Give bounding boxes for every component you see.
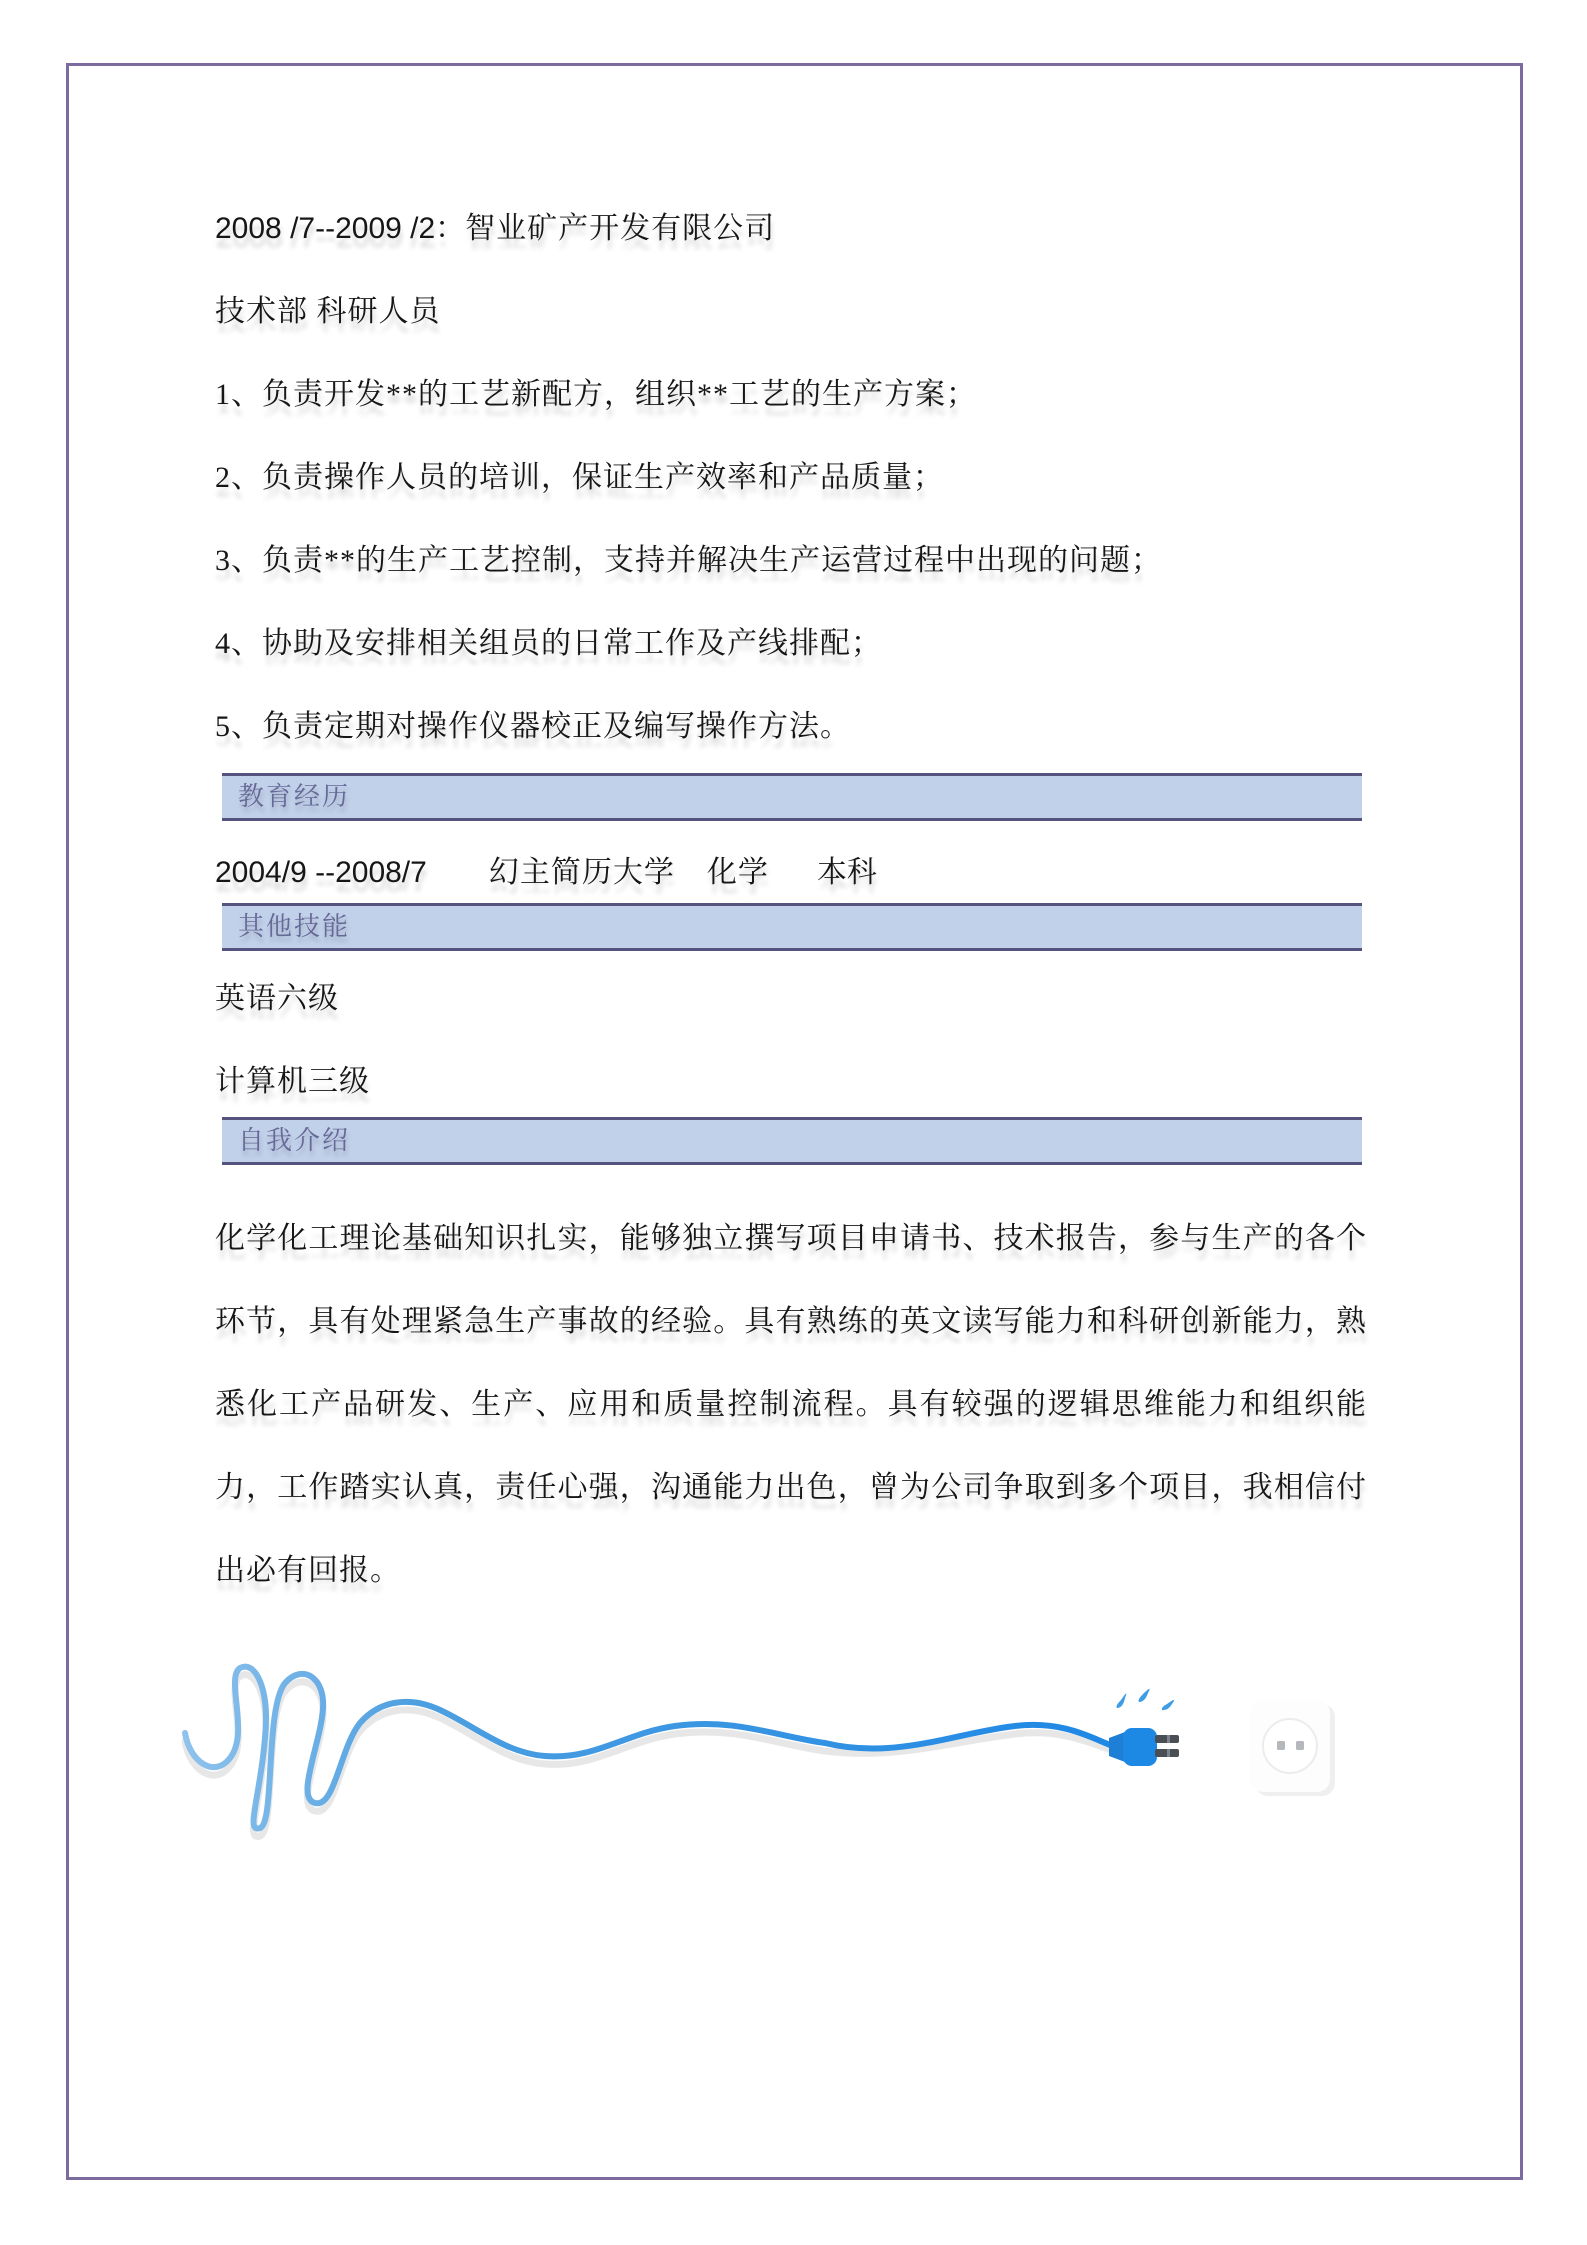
plug-icon <box>1109 1728 1179 1766</box>
section-header-self-introduction: 自我介绍 <box>222 1117 1362 1165</box>
section-header-education: 教育经历 <box>222 773 1362 821</box>
work-period: 2008 /7--2009 /2： <box>215 212 466 245</box>
department-title: 技术部 科研人员 <box>215 295 441 328</box>
socket-icon <box>1250 1700 1335 1796</box>
duty-item-4: 4、协助及安排相关组员的日常工作及产线排配； <box>215 627 882 660</box>
resume-content <box>215 213 1367 1863</box>
skill-item-computer: 计算机三级 <box>215 1065 370 1098</box>
work-period-company <box>215 213 1367 244</box>
education-school: 幻主简历大学 <box>488 856 675 889</box>
duty-item-1: 1、负责开发**的工艺新配方，组织**工艺的生产方案； <box>215 378 977 411</box>
education-degree: 本科 <box>816 856 877 889</box>
duty-item-2: 2、负责操作人员的培训，保证生产效率和产品质量； <box>215 461 944 494</box>
self-introduction-paragraph: 化学化工理论基础知识扎实，能够独立撰写项目申请书、技术报告，参与生产的各个环节，具有处理紧急生产事故的经验。具有熟练的英文读写能力和科研创新能力，熟悉化工产品研发、生产、应用和质量控制流程。具有较强的逻辑思维能力和组织能力，工作踏实认真，责任心强，沟通能力出色，曾为公司争取到多个项目，我相信付出必有回报。 <box>215 1222 1367 1587</box>
skill-item-english: 英语六级 <box>215 982 339 1015</box>
power-cord-plug-illustration <box>175 1648 1365 1863</box>
duty-item-5: 5、负责定期对操作仪器校正及编写操作方法。 <box>215 710 851 743</box>
education-period: 2004/9 --2008/7 <box>215 856 427 889</box>
company-name: 智业矿产开发有限公司 <box>465 212 776 245</box>
spark-marks <box>1117 1689 1175 1710</box>
education-entry <box>215 857 1367 888</box>
duty-item-3: 3、负责**的生产工艺控制，支持并解决生产运营过程中出现的问题； <box>215 544 1162 577</box>
section-header-other-skills: 其他技能 <box>222 903 1362 951</box>
education-major: 化学 <box>706 856 769 889</box>
